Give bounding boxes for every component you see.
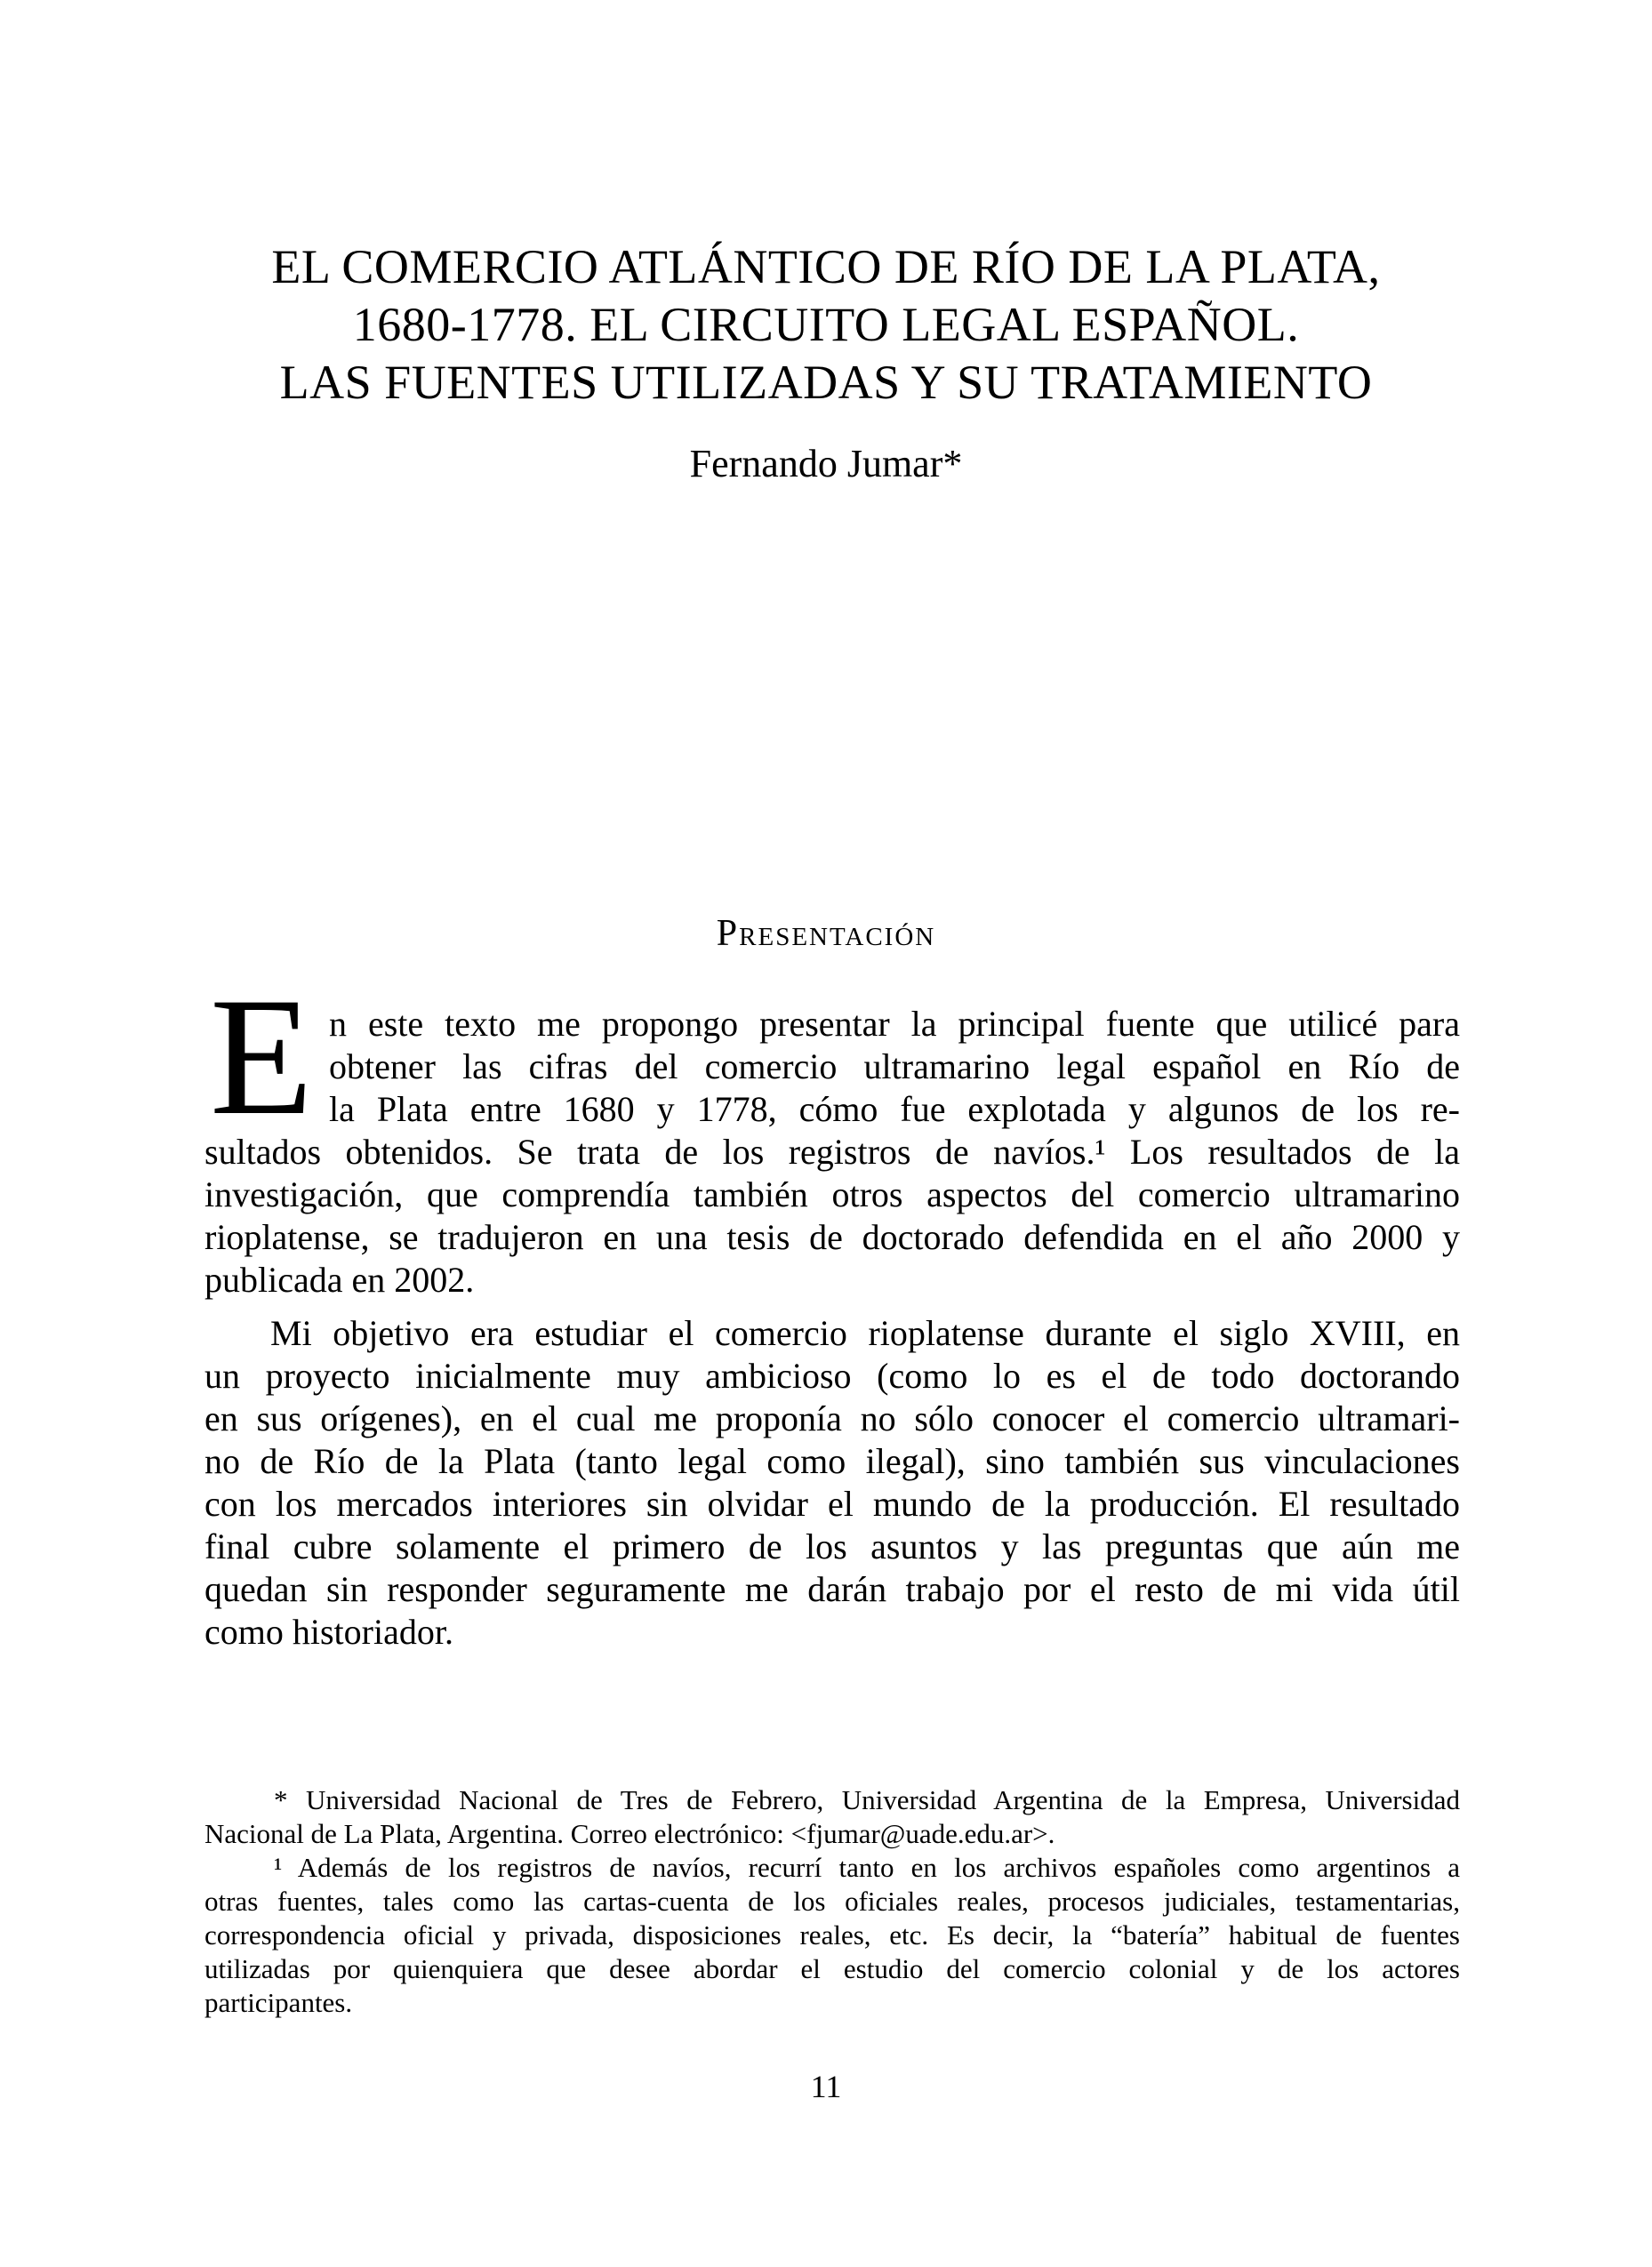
text-line: Mi objetivo era estudiar el comercio rioplatense durante el siglo XVIII, en [270,1313,1460,1353]
text-line: publicada en 2002. [204,1260,475,1300]
text-line: no de Río de la Plata (tanto legal como ilegal), sino también sus vinculaciones [204,1441,1460,1481]
footnotes-block [204,1783,1460,2020]
text-line: un proyecto inicialmente muy ambicioso (como lo es el de todo doctorando [204,1356,1460,1396]
text-line: sultados obtenidos. Se trata de los registros de navíos.¹ Los resultados de la [204,1132,1460,1172]
text-line: la Plata entre 1680 y 1778, cómo fue explotada y algunos de los re- [329,1089,1460,1129]
text-line: * Universidad Nacional de Tres de Febrero, Universidad Argentina de la Empresa, Universidad [274,1784,1460,1815]
text-line: correspondencia oficial y privada, disposiciones reales, etc. Es decir, la “batería” habitual de fuentes [204,1919,1460,1951]
text-line: rioplatense, se tradujeron en una tesis de doctorado defendida en el año 2000 y [204,1217,1460,1257]
drop-cap-letter: E [210,964,314,1150]
text-line: otras fuentes, tales como las cartas-cuenta de los oficiales reales, procesos judiciales, testamentarias, [204,1886,1460,1917]
text-line: como historiador. [204,1612,453,1652]
article-title-line-2: 1680-1778. EL CIRCUITO LEGAL ESPAÑOL. [352,298,1300,351]
text-line: investigación, que comprendía también otros aspectos del comercio ultramarino [204,1174,1460,1214]
paragraph-1 [204,964,1460,1302]
article-title [198,238,1454,412]
text-line: ¹ Además de los registros de navíos, recurrí tanto en los archivos españoles como argentinos a [274,1852,1460,1883]
text-line: Nacional de La Plata, Argentina. Correo electrónico: <fjumar@uade.edu.ar>. [204,1818,1055,1849]
text-line: obtener las cifras del comercio ultramarino legal español en Río de [329,1046,1460,1086]
text-line: final cubre solamente el primero de los asuntos y las preguntas que aún me [204,1526,1460,1566]
text-line: n este texto me propongo presentar la principal fuente que utilicé para [329,1004,1460,1044]
footnote-author-affiliation [204,1783,1460,1851]
paragraph-2 [204,1312,1460,1654]
page-number: 11 [810,2069,842,2104]
footnote-1-sources [204,1851,1460,2020]
author-byline: Fernando Jumar* [689,442,963,485]
text-line: quedan sin responder seguramente me darán trabajo por el resto de mi vida útil [204,1569,1460,1609]
text-line: en sus orígenes), en el cual me proponía no sólo conocer el comercio ultramari- [204,1398,1460,1438]
text-line: con los mercados interiores sin olvidar el mundo de la producción. El resultado [204,1484,1460,1524]
article-title-line-1: EL COMERCIO ATLÁNTICO DE RÍO DE LA PLATA, [271,240,1381,293]
section-heading-presentacion: Presentación [716,913,936,954]
text-line: utilizadas por quienquiera que desee abordar el estudio del comercio colonial y de los actores [204,1953,1460,1984]
text-line: participantes. [204,1987,353,2018]
article-title-line-3: LAS FUENTES UTILIZADAS Y SU TRATAMIENTO [279,356,1373,409]
